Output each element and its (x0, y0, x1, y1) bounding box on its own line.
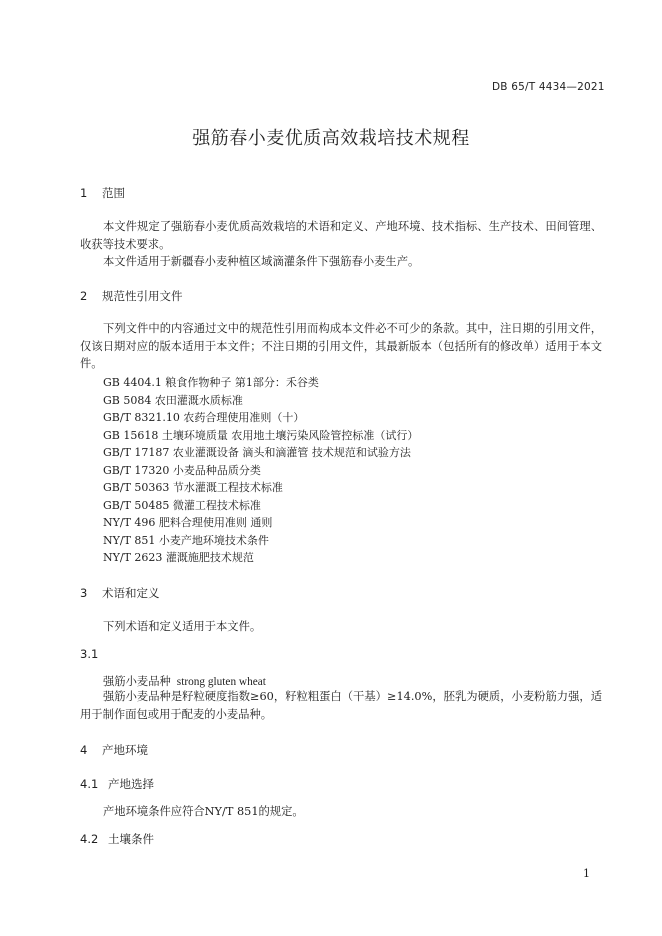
section-title: 术语和定义 (102, 586, 160, 600)
subsection-number: 4.1 (80, 777, 99, 791)
term-definition: 强筋小麦品种是籽粒硬度指数≥60，籽粒粗蛋白（干基）≥14.0%，胚乳为硬质，小麦粉筋力强，适用于制作面包或用于配麦的小麦品种。 (80, 690, 602, 721)
section-title: 产地环境 (102, 743, 148, 757)
section-number: 1 (80, 186, 88, 200)
section-1-paragraph-1: 本文件规定了强筋春小麦优质高效栽培的术语和定义、产地环境、技术指标、生产技术、田间管理、收获等技术要求。 (80, 220, 602, 251)
reference-item: NY/T 496 肥料合理使用准则 通则 (103, 516, 273, 529)
section-2-heading (80, 288, 183, 304)
term-heading (103, 670, 266, 689)
reference-item: GB/T 8321.10 农药合理使用准则（十） (103, 411, 305, 424)
subsection-4-2-heading (80, 831, 154, 847)
section-3-intro: 下列术语和定义适用于本文件。 (103, 620, 262, 633)
section-number: 2 (80, 289, 88, 303)
reference-item: NY/T 851 小麦产地环境技术条件 (103, 534, 269, 547)
page-number: 1 (583, 867, 590, 880)
subsection-title: 产地选择 (108, 777, 154, 791)
reference-item: GB 15618 土壤环境质量 农用地土壤污染风险管控标准（试行） (103, 429, 419, 442)
term-name-cn: 强筋小麦品种 (103, 675, 171, 688)
section-title: 范围 (102, 186, 125, 200)
section-4-heading (80, 742, 148, 758)
term-number: 3.1 (80, 647, 99, 661)
subsection-number: 4.2 (80, 832, 99, 846)
section-1-heading (80, 185, 125, 201)
reference-item: GB/T 50363 节水灌溉工程技术标准 (103, 481, 283, 494)
section-2-intro: 下列文件中的内容通过文中的规范性引用而构成本文件必不可少的条款。其中，注日期的引用文件，仅该日期对应的版本适用于本文件；不注日期的引用文件，其最新版本（包括所有的修改单）适用于本文件。 (80, 322, 602, 370)
reference-item: GB 5084 农田灌溉水质标准 (103, 394, 243, 407)
reference-item: GB/T 17187 农业灌溉设备 滴头和滴灌管 技术规范和试验方法 (103, 446, 411, 459)
term-name-en: strong gluten wheat (176, 676, 266, 688)
document-title: 强筋春小麦优质高效栽培技术规程 (192, 128, 470, 149)
reference-item: GB 4404.1 粮食作物种子 第1部分：禾谷类 (103, 376, 319, 389)
section-3-heading (80, 585, 160, 601)
document-code: DB 65/T 4434—2021 (492, 81, 605, 93)
subsection-4-1-heading (80, 776, 154, 792)
section-number: 3 (80, 586, 88, 600)
section-number: 4 (80, 743, 88, 757)
reference-item: GB/T 17320 小麦品种品质分类 (103, 464, 261, 477)
subsection-4-1-text: 产地环境条件应符合NY/T 851的规定。 (103, 805, 304, 818)
section-title: 规范性引用文件 (102, 289, 183, 303)
reference-item: NY/T 2623 灌溉施肥技术规范 (103, 551, 254, 564)
reference-item: GB/T 50485 微灌工程技术标准 (103, 499, 261, 512)
section-1-paragraph-2: 本文件适用于新疆春小麦种植区域滴灌条件下强筋春小麦生产。 (103, 255, 420, 268)
subsection-title: 土壤条件 (108, 832, 154, 846)
